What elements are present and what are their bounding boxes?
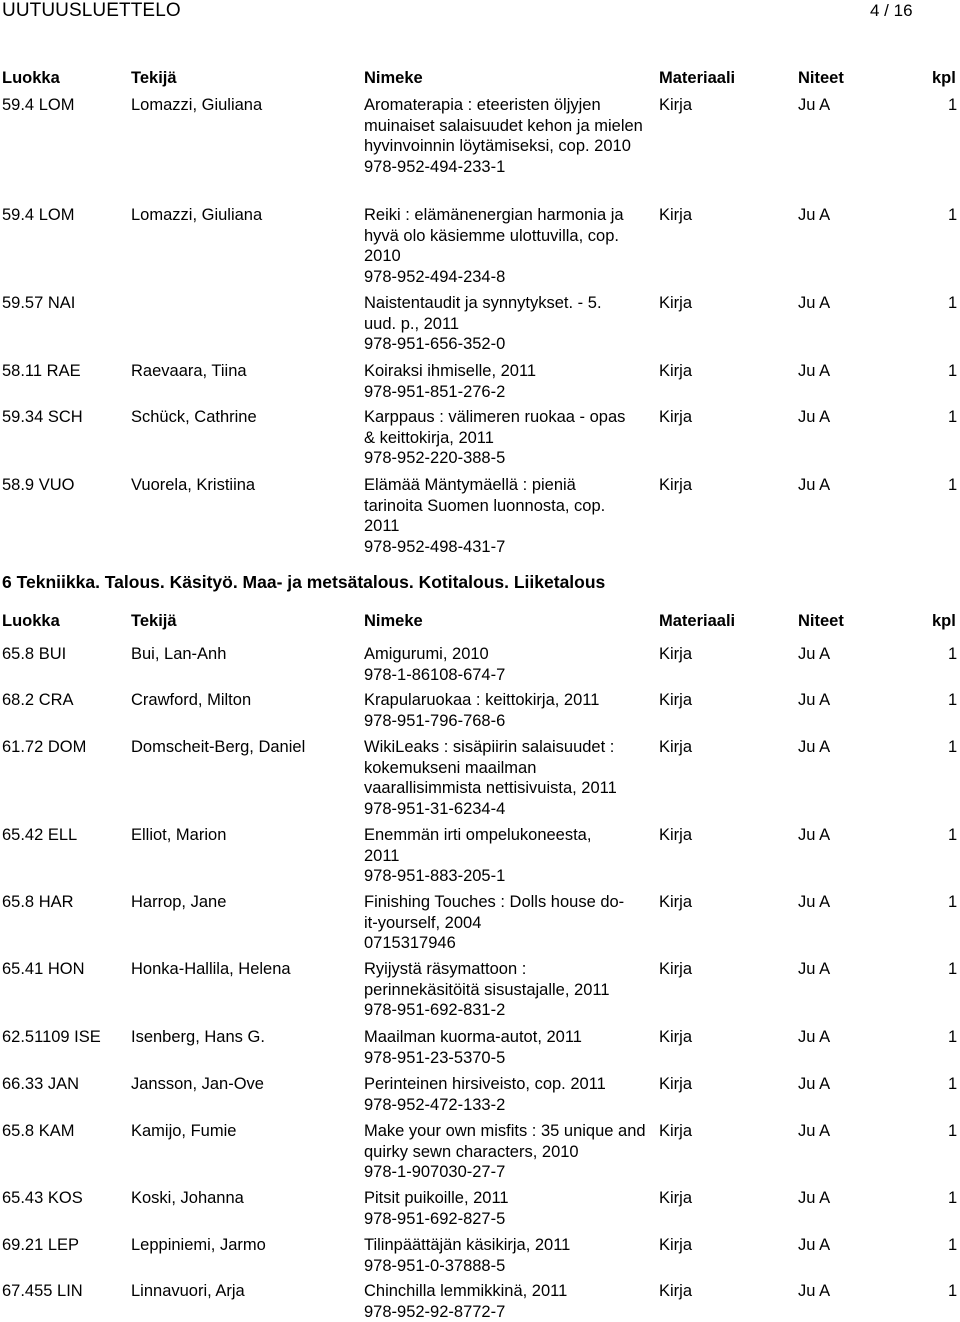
entry-kpl: 1: [948, 1281, 957, 1302]
entry-materiaali: Kirja: [659, 361, 692, 382]
entry-title: Krapularuokaa : keittokirja, 2011: [364, 691, 599, 709]
entry-kpl: 1: [948, 1121, 957, 1142]
column-header-materiaali: Materiaali: [659, 611, 735, 631]
entry-nimeke: [364, 690, 654, 731]
entry-niteet: Ju A: [798, 475, 830, 496]
entry-isbn: 978-952-494-233-1: [364, 157, 654, 178]
entry-niteet: Ju A: [798, 1074, 830, 1095]
entry-title: Maailman kuorma-autot, 2011: [364, 1028, 582, 1046]
entry-materiaali: Kirja: [659, 293, 692, 314]
entry-luokka: 65.43 KOS: [2, 1188, 83, 1209]
entry-kpl: 1: [948, 95, 957, 116]
entry-nimeke: [364, 1188, 654, 1229]
entry-nimeke: [364, 293, 634, 355]
entry-tekija: Harrop, Jane: [131, 892, 226, 913]
entry-materiaali: Kirja: [659, 1074, 692, 1095]
entry-title: Elämää Mäntymäellä : pieniä tarinoita Suomen luonnosta, cop. 2011: [364, 476, 605, 535]
entry-materiaali: Kirja: [659, 1027, 692, 1048]
entry-niteet: Ju A: [798, 361, 830, 382]
entry-title: Finishing Touches : Dolls house do-it-yourself, 2004: [364, 893, 624, 932]
entry-niteet: Ju A: [798, 959, 830, 980]
entry-luokka: 66.33 JAN: [2, 1074, 79, 1095]
entry-kpl: 1: [948, 1074, 957, 1095]
entry-nimeke: [364, 644, 654, 685]
entry-tekija: Schück, Cathrine: [131, 407, 257, 428]
entry-luokka: 59.57 NAI: [2, 293, 75, 314]
entry-isbn: 978-952-220-388-5: [364, 448, 626, 469]
entry-isbn: 978-951-0-37888-5: [364, 1256, 654, 1277]
entry-kpl: 1: [948, 1235, 957, 1256]
entry-isbn: 978-951-851-276-2: [364, 382, 654, 403]
entry-isbn: 978-1-907030-27-7: [364, 1162, 654, 1183]
entry-nimeke: [364, 959, 646, 1021]
entry-materiaali: Kirja: [659, 1188, 692, 1209]
entry-luokka: 59.34 SCH: [2, 407, 83, 428]
entry-tekija: Elliot, Marion: [131, 825, 226, 846]
entry-isbn: 978-951-23-5370-5: [364, 1048, 654, 1069]
entry-kpl: 1: [948, 959, 957, 980]
entry-luokka: 69.21 LEP: [2, 1235, 79, 1256]
page-title: UUTUUSLUETTELO: [2, 0, 181, 22]
entry-materiaali: Kirja: [659, 959, 692, 980]
entry-tekija: Domscheit-Berg, Daniel: [131, 737, 305, 758]
column-header-niteet: Niteet: [798, 611, 844, 631]
entry-luokka: 68.2 CRA: [2, 690, 74, 711]
entry-isbn: 978-1-86108-674-7: [364, 665, 654, 686]
entry-tekija: Kamijo, Fumie: [131, 1121, 236, 1142]
page-header: [0, 0, 960, 22]
entry-niteet: Ju A: [798, 95, 830, 116]
entry-nimeke: [364, 737, 654, 819]
entry-kpl: 1: [948, 737, 957, 758]
entry-luokka: 58.11 RAE: [2, 361, 81, 382]
column-header-materiaali: Materiaali: [659, 68, 735, 88]
entry-nimeke: [364, 1074, 654, 1115]
entry-nimeke: [364, 1281, 654, 1322]
entry-tekija: Koski, Johanna: [131, 1188, 244, 1209]
column-header-nimeke: Nimeke: [364, 68, 654, 88]
entry-tekija: Honka-Hallila, Helena: [131, 959, 291, 980]
entry-kpl: 1: [948, 644, 957, 665]
section-title: 6 Tekniikka. Talous. Käsityö. Maa- ja metsätalous. Kotitalous. Liiketalous: [2, 571, 902, 593]
entry-niteet: Ju A: [798, 644, 830, 665]
column-header-kpl: kpl: [932, 68, 956, 88]
entry-niteet: Ju A: [798, 690, 830, 711]
entry-luokka: 65.8 BUI: [2, 644, 66, 665]
column-header-luokka: Luokka: [2, 68, 60, 88]
entry-isbn: 978-951-692-831-2: [364, 1000, 646, 1021]
entry-materiaali: Kirja: [659, 644, 692, 665]
entry-isbn: 978-952-498-431-7: [364, 537, 636, 558]
column-header-row: [0, 611, 960, 631]
entry-niteet: Ju A: [798, 407, 830, 428]
entry-niteet: Ju A: [798, 205, 830, 226]
entry-isbn: 978-951-796-768-6: [364, 711, 654, 732]
entry-title: Karppaus : välimeren ruokaa - opas & keittokirja, 2011: [364, 408, 625, 447]
entry-materiaali: Kirja: [659, 475, 692, 496]
entry-niteet: Ju A: [798, 825, 830, 846]
entry-tekija: Raevaara, Tiina: [131, 361, 247, 382]
entry-materiaali: Kirja: [659, 205, 692, 226]
entry-luokka: 65.42 ELL: [2, 825, 77, 846]
entry-nimeke: [364, 475, 636, 557]
entry-tekija: Lomazzi, Giuliana: [131, 95, 262, 116]
entry-kpl: 1: [948, 1188, 957, 1209]
entry-isbn: 978-951-692-827-5: [364, 1209, 654, 1230]
entry-title: Perinteinen hirsiveisto, cop. 2011: [364, 1075, 606, 1093]
entry-title: Aromaterapia : eteeristen öljyjen muinaiset salaisuudet kehon ja mielen hyvinvoinnin löytämiseksi, cop. 2010: [364, 96, 643, 155]
entry-niteet: Ju A: [798, 1121, 830, 1142]
entry-tekija: Crawford, Milton: [131, 690, 251, 711]
entry-title: WikiLeaks : sisäpiirin salaisuudet : kokemukseni maailman vaarallisimmista nettisivuista, 2011: [364, 738, 617, 797]
entry-kpl: 1: [948, 1027, 957, 1048]
entry-title: Koiraksi ihmiselle, 2011: [364, 362, 536, 380]
entry-luokka: 67.455 LIN: [2, 1281, 83, 1302]
entry-tekija: Bui, Lan-Anh: [131, 644, 226, 665]
entry-niteet: Ju A: [798, 1188, 830, 1209]
entry-tekija: Linnavuori, Arja: [131, 1281, 245, 1302]
entry-materiaali: Kirja: [659, 1121, 692, 1142]
entry-materiaali: Kirja: [659, 737, 692, 758]
column-header-row: [0, 68, 960, 88]
entry-isbn: 978-952-92-8772-7: [364, 1302, 654, 1322]
entry-title: Amigurumi, 2010: [364, 645, 489, 663]
entry-nimeke: [364, 1121, 654, 1183]
entry-nimeke: [364, 361, 654, 402]
column-header-tekija: Tekijä: [131, 68, 177, 88]
entry-niteet: Ju A: [798, 892, 830, 913]
entry-kpl: 1: [948, 475, 957, 496]
column-header-kpl: kpl: [932, 611, 956, 631]
entry-niteet: Ju A: [798, 737, 830, 758]
entry-nimeke: [364, 1027, 654, 1068]
entry-niteet: Ju A: [798, 1027, 830, 1048]
entry-materiaali: Kirja: [659, 825, 692, 846]
entry-tekija: Jansson, Jan-Ove: [131, 1074, 264, 1095]
entry-kpl: 1: [948, 205, 957, 226]
entry-nimeke: [364, 95, 654, 177]
entry-niteet: Ju A: [798, 1235, 830, 1256]
entry-title: Naistentaudit ja synnytykset. - 5. uud. p., 2011: [364, 294, 602, 333]
entry-isbn: 978-952-472-133-2: [364, 1095, 654, 1116]
entry-nimeke: [364, 407, 626, 469]
entry-isbn: 978-952-494-234-8: [364, 267, 654, 288]
entry-materiaali: Kirja: [659, 407, 692, 428]
page-number: 4 / 16: [870, 0, 913, 22]
entry-isbn: 978-951-31-6234-4: [364, 799, 654, 820]
column-header-niteet: Niteet: [798, 68, 844, 88]
entry-materiaali: Kirja: [659, 690, 692, 711]
entry-materiaali: Kirja: [659, 95, 692, 116]
entry-isbn: 978-951-656-352-0: [364, 334, 634, 355]
entry-kpl: 1: [948, 825, 957, 846]
entry-title: Tilinpäättäjän käsikirja, 2011: [364, 1236, 570, 1254]
entry-luokka: 61.72 DOM: [2, 737, 86, 758]
entry-kpl: 1: [948, 293, 957, 314]
entry-title: Reiki : elämänenergian harmonia ja hyvä olo käsiemme ulottuvilla, cop. 2010: [364, 206, 624, 265]
entry-materiaali: Kirja: [659, 892, 692, 913]
entry-materiaali: Kirja: [659, 1281, 692, 1302]
entry-tekija: Vuorela, Kristiina: [131, 475, 255, 496]
entry-kpl: 1: [948, 690, 957, 711]
entry-luokka: 58.9 VUO: [2, 475, 74, 496]
column-header-luokka: Luokka: [2, 611, 60, 631]
entry-title: Enemmän irti ompelukoneesta, 2011: [364, 826, 591, 865]
entry-nimeke: [364, 205, 654, 287]
entry-title: Make your own misfits : 35 unique and quirky sewn characters, 2010: [364, 1122, 646, 1161]
entry-kpl: 1: [948, 361, 957, 382]
entry-luokka: 59.4 LOM: [2, 95, 74, 116]
column-header-tekija: Tekijä: [131, 611, 177, 631]
entry-materiaali: Kirja: [659, 1235, 692, 1256]
entry-luokka: 59.4 LOM: [2, 205, 74, 226]
entry-title: Ryijystä räsymattoon : perinnekäsitöitä sisustajalle, 2011: [364, 960, 610, 999]
entry-luokka: 65.8 KAM: [2, 1121, 74, 1142]
entry-niteet: Ju A: [798, 1281, 830, 1302]
entry-title: Pitsit puikoille, 2011: [364, 1189, 509, 1207]
entry-tekija: Isenberg, Hans G.: [131, 1027, 265, 1048]
entry-isbn: 0715317946: [364, 933, 634, 954]
entry-nimeke: [364, 892, 634, 954]
entry-tekija: Lomazzi, Giuliana: [131, 205, 262, 226]
entry-nimeke: [364, 825, 626, 887]
entry-nimeke: [364, 1235, 654, 1276]
entry-isbn: 978-951-883-205-1: [364, 866, 626, 887]
entry-title: Chinchilla lemmikkinä, 2011: [364, 1282, 567, 1300]
entry-luokka: 62.51109 ISE: [2, 1027, 101, 1048]
entry-luokka: 65.41 HON: [2, 959, 85, 980]
entry-niteet: Ju A: [798, 293, 830, 314]
column-header-nimeke: Nimeke: [364, 611, 654, 631]
entry-tekija: Leppiniemi, Jarmo: [131, 1235, 266, 1256]
entry-kpl: 1: [948, 407, 957, 428]
entry-kpl: 1: [948, 892, 957, 913]
entry-luokka: 65.8 HAR: [2, 892, 74, 913]
